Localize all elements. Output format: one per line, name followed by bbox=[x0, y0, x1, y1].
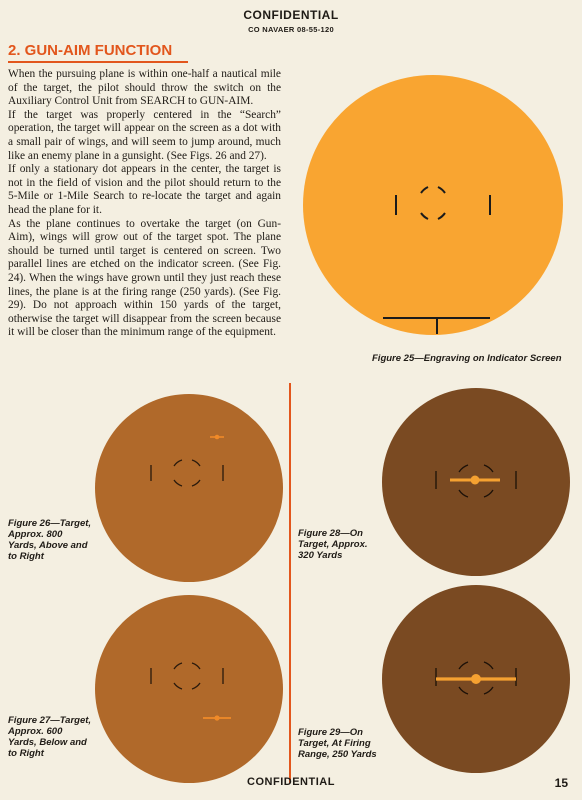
figure-29-caption: Figure 29—On Target, At Firing Range, 250 Yards bbox=[298, 727, 377, 760]
paragraph: As the plane continues to overtake the target (on Gun-Aim), wings will grow out of the target spot. The plane should be turned until target is centered on screen. Two parallel lines are etched on the indicator screen. (See Fig. 24). When the wings have grown until they just reach these lines, the plane is at the firing range (250 yards). (See Fig. 29). Do not approach within 150 yards of the target, otherwise the target will disappear from the screen because it will be closer than the minimum range of the equipment. bbox=[8, 217, 281, 339]
header-classification: CONFIDENTIAL bbox=[243, 8, 339, 22]
scope-face bbox=[95, 595, 283, 783]
figure-28-caption: Figure 28—On Target, Approx. 320 Yards bbox=[298, 528, 368, 561]
scope-face bbox=[95, 394, 283, 582]
column-divider bbox=[289, 383, 291, 783]
figure-27-scope bbox=[93, 593, 285, 785]
figure-25-caption: Figure 25—Engraving on Indicator Screen bbox=[372, 353, 562, 364]
figure-28-scope bbox=[380, 386, 572, 578]
footer-classification: CONFIDENTIAL bbox=[247, 776, 335, 788]
header-doc-number: CO NAVAER 08-55-120 bbox=[248, 25, 334, 34]
figure-27-caption: Figure 27—Target, Approx. 600 Yards, Below and to Right bbox=[8, 715, 92, 759]
section-title: 2. GUN-AIM FUNCTION bbox=[8, 42, 188, 63]
figure-26-caption: Figure 26—Target, Approx. 800 Yards, Above and to Right bbox=[8, 518, 92, 562]
figure-26-scope bbox=[93, 392, 285, 584]
paragraph: If only a stationary dot appears in the center, the target is not in the field of vision and the pilot should return to the 5-Mile or 1-Mile Search to re-locate the target and again head the plane for it. bbox=[8, 163, 281, 216]
figure-25-indicator-screen bbox=[302, 52, 564, 342]
paragraph: If the target was properly centered in the “Search” operation, the target will appear on the screen as a dot with a small pair of wings, and will seem to jump around, much like an enemy plane in a gunsight. (See Figs. 26 and 27). bbox=[8, 108, 281, 162]
figure-29-scope bbox=[380, 583, 572, 775]
screen-face bbox=[303, 75, 563, 335]
paragraph: When the pursuing plane is within one-half a nautical mile of the target, the pilot should throw the switch on the Auxiliary Control Unit from SEARCH to GUN-AIM. bbox=[8, 68, 281, 108]
body-text bbox=[8, 68, 281, 340]
page-number: 15 bbox=[554, 776, 568, 790]
